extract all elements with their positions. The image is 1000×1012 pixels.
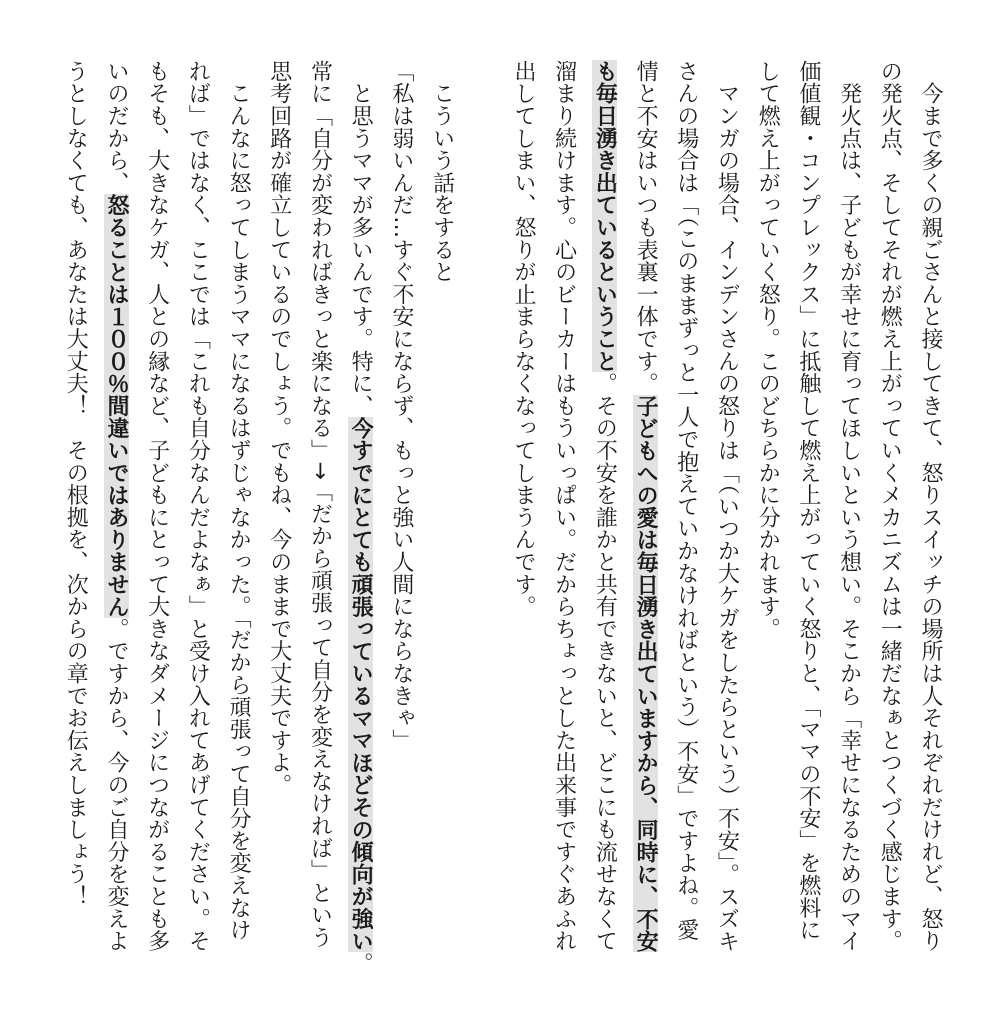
text-line <box>421 60 462 970</box>
text-line <box>299 60 340 970</box>
highlighted-text: 子どもへの愛は毎日湧き出ていますから、同時に、不安 <box>633 394 659 952</box>
text-line <box>95 60 136 970</box>
text-run: 今まで多くの親ごさんと接してきて、怒りスイッチの場所は人それぞれだけれど、怒り <box>918 60 943 952</box>
text-line <box>869 60 910 970</box>
text-run: 常に「自分が変わればきっと楽になる」→「だから頑張って自分を変えなければ」という <box>307 60 333 949</box>
text-run: して燃え上がっていく怒り。このどちらかに分かれます。 <box>755 60 781 640</box>
text-run: と思うママが多いんです。特に、 <box>348 60 374 417</box>
text-line <box>380 60 421 970</box>
text-run: 。その不安を誰かと共有できないと、どこにも流せなくて <box>592 372 618 953</box>
text-line <box>339 60 380 975</box>
text-run: 。 <box>348 952 374 975</box>
text-run: うとしなくても、あなたは大丈夫！ その根拠を、次からの章でお伝えしましょう！ <box>63 60 89 908</box>
vertical-text-page <box>55 60 950 975</box>
text-run: マンガの場合、インデンさんの怒りは「（いつか大ケガをしたらという）不安」。スズキ <box>714 60 740 953</box>
text-line <box>665 60 706 970</box>
text-run: いのだから、 <box>103 60 129 194</box>
text-line <box>787 60 828 970</box>
highlighted-text: も毎日湧き出ているということ <box>592 60 618 373</box>
text-run: さんの場合は「（このままずっと一人で抱えていかなければという）不安」ですよね。愛 <box>673 60 699 941</box>
text-run: 情と不安はいつも表裏一体です。 <box>633 60 659 395</box>
text-run: 発火点は、子どもが幸せに育ってほしいという想い。そこから「幸せになるためのマイ <box>836 60 862 952</box>
text-run: 思考回路が確立しているのでしょう。でもね、今のままで大丈夫ですよ。 <box>266 60 292 796</box>
text-run: 。ですから、今のご自分を変えよ <box>103 617 129 953</box>
text-run: の発火点、そしてそれが燃え上がっていくメカニズムは一緒だなぁとつくづく感じます。 <box>877 60 903 952</box>
text-line <box>217 60 258 970</box>
highlighted-text: 今すでにとても頑張っているママほどその傾向が強い <box>348 416 374 953</box>
text-line <box>584 60 625 970</box>
text-line <box>502 60 543 970</box>
text-run: 出してしまい、怒りが止まらなくなってしまうんです。 <box>510 60 536 618</box>
paragraph-gap <box>462 60 503 970</box>
highlighted-text: 怒ることは１００％間違いではありません <box>103 193 129 618</box>
text-run: 溜まり続けます。心のビーカーはもういっぱい。だからちょっとした出来事ですぐあふれ <box>551 60 577 952</box>
text-run: こういう話をすると <box>429 60 455 283</box>
text-line <box>55 60 96 970</box>
text-line <box>136 60 177 970</box>
text-run: 価値観・コンプレックス」に抵触して燃え上がっていく怒りと、「ママの不安」を燃料に <box>795 60 821 941</box>
text-line <box>828 60 869 970</box>
text-line <box>177 60 218 970</box>
text-line <box>909 60 950 970</box>
text-line <box>258 60 299 970</box>
text-run: れば」ではなく、ここでは「これも自分なんだよなぁ」と受け入れてあげてください。そ <box>185 60 211 952</box>
text-line <box>746 60 787 970</box>
text-run: こんなに怒ってしまうママになるはずじゃなかった。「だから頑張って自分を変えなけ <box>226 60 252 941</box>
text-run: 「私は弱いんだ…すぐ不安にならず、もっと強い人間にならなきゃ」 <box>388 60 414 752</box>
text-line <box>706 60 747 970</box>
text-line <box>624 60 665 970</box>
text-run: もそも、大きなケガ、人との縁など、子どもにとって大きなダメージにつながることも多 <box>144 60 170 952</box>
text-line <box>543 60 584 970</box>
